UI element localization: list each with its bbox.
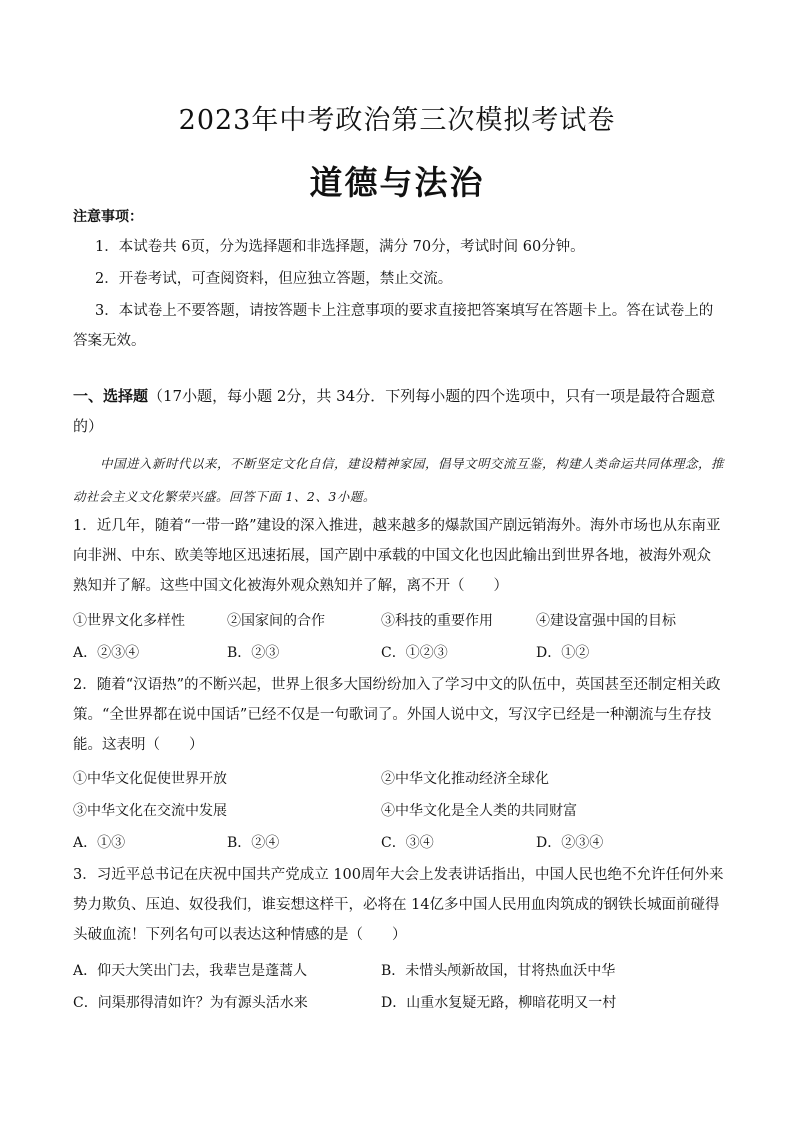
notice-item: 1．本试卷共 6页，分为选择题和非选择题，满分 70分，考试时间 60分钟。 [95, 239, 585, 255]
answer-choice: C．③④ [381, 835, 434, 851]
answer-choice: C．问渠那得清如许？为有源头活水来 [73, 995, 308, 1011]
answer-choice: B．②④ [227, 835, 280, 851]
page-title: 2023年中考政治第三次模拟考试卷 [178, 105, 616, 136]
answer-choice: A．①③ [73, 835, 126, 851]
answer-choice: D．①② [536, 645, 590, 661]
section-heading [73, 381, 728, 441]
notice-item: 3．本试卷上不要答题，请按答题卡上注意事项的要求直接把答案填写在答题卡上。答在试卷上的答案无效。 [73, 303, 714, 349]
statement-item: ④建设富强中国的目标 [536, 613, 676, 629]
statement-item: ②国家间的合作 [227, 613, 325, 629]
statement-item: ②中华文化推动经济全球化 [381, 771, 549, 787]
material-intro: 中国进入新时代以来，不断坚定文化自信，建设精神家园，倡导文明交流互鉴，构建人类命运共同体理念，推动社会主义文化繁荣兴盛。回答下面 1、2、3小题。 [73, 456, 725, 504]
answer-choice: B．未惜头颅新故国，甘将热血沃中华 [381, 963, 616, 979]
question-stem: 3．习近平总书记在庆祝中国共产党成立 100周年大会上发表讲话指出，中国人民也绝不允许任何外来势力欺负、压迫、奴役我们，谁妄想这样干，必将在 14亿多中国人民用血肉筑成的钢铁长城面前碰得头破血流！下列名句可以表达这种情感的是（ ） [73, 867, 724, 943]
question-stem: 2．随着“汉语热”的不断兴起，世界上很多大国纷纷加入了学习中文的队伍中，英国甚至还制定相关政策。“全世界都在说中国话”已经不仅是一句歌词了。外国人说中文，写汉字已经是一种潮流与生存技能。这表明（ ） [73, 677, 721, 753]
answer-choice: A．②③④ [73, 645, 140, 661]
answer-choice: D．山重水复疑无路，柳暗花明又一村 [381, 995, 617, 1011]
answer-choice: B．②③ [227, 645, 280, 661]
notice-heading: 注意事项： [73, 209, 143, 225]
question-stem: 1．近几年，随着“一带一路”建设的深入推进，越来越多的爆款国产剧远销海外。海外市场也从东南亚向非洲、中东、欧美等地区迅速拓展，国产剧中承载的中国文化也因此输出到世界各地，被海外观众熟知并了解。这些中国文化被海外观众熟知并了解，离不开（ ） [73, 518, 721, 594]
section-title: 一、选择题 [73, 387, 149, 405]
statement-item: ④中华文化是全人类的共同财富 [381, 803, 577, 819]
answer-choice: A．仰天大笑出门去，我辈岂是蓬蒿人 [73, 963, 308, 979]
statement-item: ①中华文化促使世界开放 [73, 771, 227, 787]
answer-choice: C．①②③ [381, 645, 448, 661]
notice-item: 2．开卷考试，可查阅资料，但应独立答题，禁止交流。 [95, 271, 453, 287]
answer-choice: D．②③④ [536, 835, 604, 851]
statement-item: ③中华文化在交流中发展 [73, 803, 227, 819]
statement-item: ③科技的重要作用 [381, 613, 493, 629]
statement-item: ①世界文化多样性 [73, 613, 185, 629]
section-description: （17小题，每小题 2分，共 34分．下列每小题的四个选项中，只有一项是最符合题意的） [73, 387, 716, 435]
subject-title: 道德与法治 [309, 163, 485, 202]
